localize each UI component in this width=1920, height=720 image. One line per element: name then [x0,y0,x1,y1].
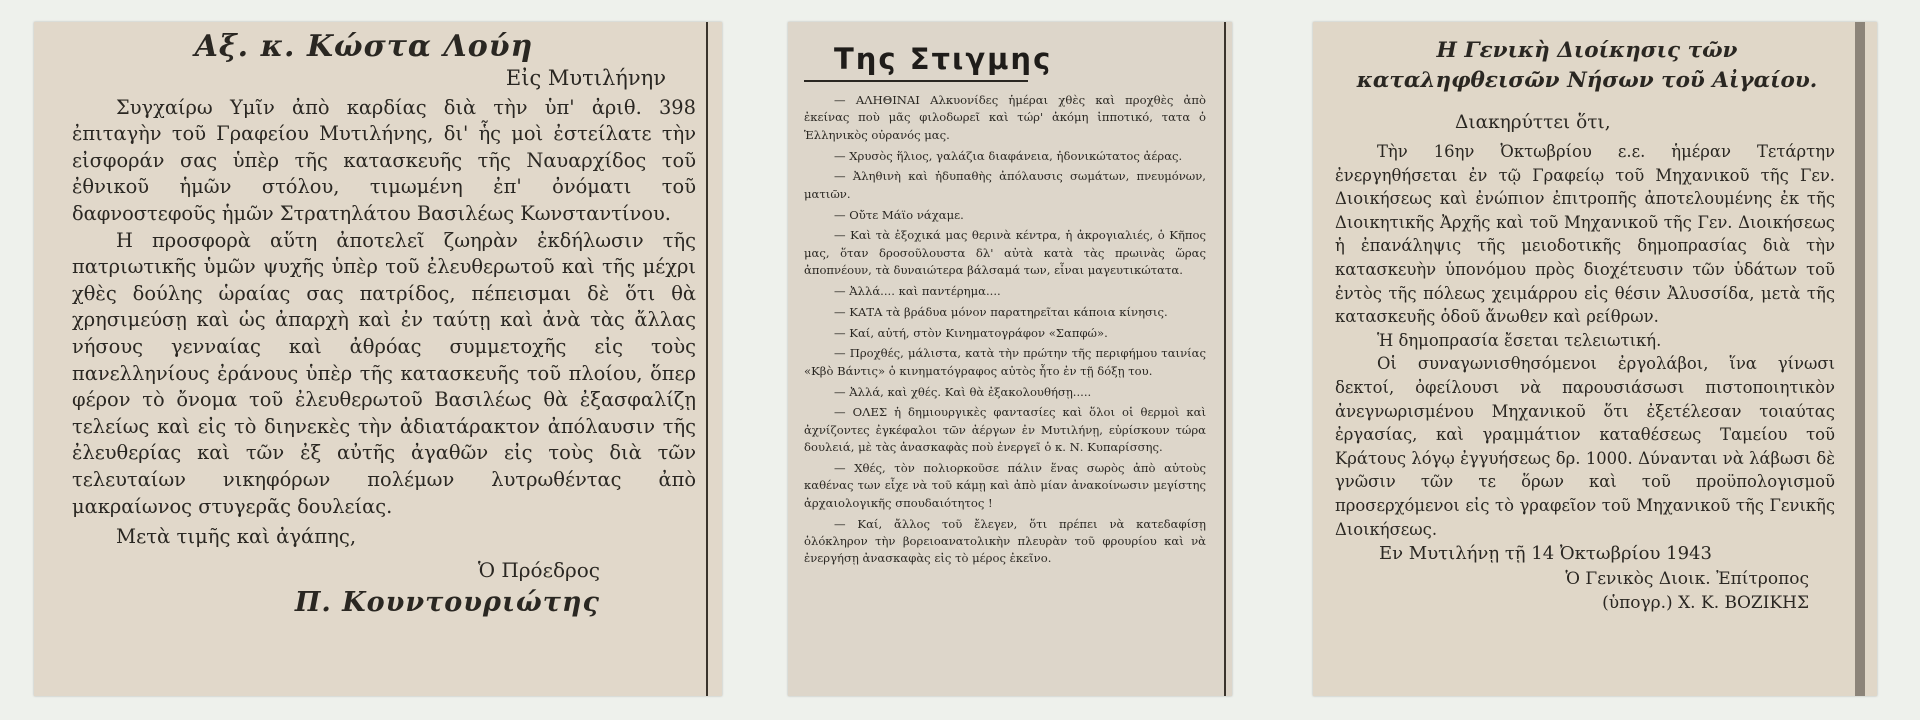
announcement-decree: Διακηρύττει ὅτι, [1455,112,1611,133]
letter-paragraph: Η προσφορὰ αὕτη ἀποτελεῖ ζωηρὰν ἐκδήλωσιν τῆς πατριωτικῆς ὑμῶν ψυχῆς ὑπὲρ τοῦ ἐλευθερωτοῦ καὶ τῆς μέχρι χθὲς δούλης ὡραίας σας πατρίδος, πέπεισμαι δὲ ὅτι θὰ χρησιμεύσῃ καὶ ὡς ἀπαρχὴ καὶ ἐν ταύτῃ καὶ ἀνὰ τὰς ἄλλας νήσους γενναίας καὶ ἀθρόας συμμετοχῆς εἰς τοὺς πανελληνίους ἐράνους ὑπὲρ τῆς κατασκευῆς τοῦ πλοίου, ὅπερ φέρον τὸ ὄνομα τοῦ ἐλευθερωτοῦ Βασιλέως θὰ ἐξασφαλίζῃ τελείως καὶ εἰς τὸ διηνεκὲς τὴν ἀδιατάρακτον ἀπόλαυσιν τῆς ἐλευθερίας καὶ τῶν ἐξ αὐτῆς ἀγαθῶν εἰς τοὺς διὰ τῶν τελευταίων νικηφόρων πολέμων λυτρωθέντας ἀπὸ μακραίωνος στυγερᾶς δουλείας. [72,228,696,518]
announcement-signatory-role: Ὁ Γενικὸς Διοικ. Ἐπίτροπος [1565,569,1809,590]
announcement-body [1335,140,1849,541]
column-item: — Καί, αὐτή, στὸν Κινηματογράφον «Σαπφώ». [834,325,1108,340]
announcement-paragraph: Ἡ δημοπρασία ἔσεται τελειωτική. [1377,330,1662,350]
column-item: — Ἀλλά.... καὶ παντέρημα.... [834,284,1001,299]
letter-signatory-name: Π. Κουντουριώτης [294,587,600,619]
column-item: — Προχθές, μάλιστα, κατὰ τὴν πρώτην τῆς περιφήμου ταινίας «Κβὸ Βάντις» ὁ κινηματόγραφος αὐτὸς ἦτο ἐν τῇ δόξῃ του. [804,346,1206,378]
column-item: — Καὶ τὰ ἐξοχικά μας θερινὰ κέντρα, ἡ ἀκρογιαλιές, ὁ Κῆπος μας, ὅταν δροσοῦλουστα δλ' αὐτὰ κατὰ τὰς πρωινὰς ὥρας ἀποπνέουν, τὰ δυναιώτερα βάλσαμά των, εἶναι μαγευτικώτατα. [804,228,1206,278]
clip-announcement [1313,22,1877,696]
column-item: — ΚΑΤΑ τὰ βράδυα μόνον παρατηρεῖται κάποια κίνησις. [834,304,1168,319]
announcement-header: Η Γενικὴ Διοίκησις τῶν καταληφθεισῶν Νήσων τοῦ Αἰγαίου. [1356,38,1818,93]
letter-paragraph: Συγχαίρω Υμῖν ἀπὸ καρδίας διὰ τὴν ὑπ' ἀριθ. 398 ἐπιταγὴν τοῦ Γραφείου Μυτιλήνης, δι' ἧς μοὶ ἐστείλατε τὴν εἰσφοράν σας ὑπὲρ τῆς κατασκευῆς τῆς Ναυαρχίδος τοῦ ἐθνικοῦ ἡμῶν στόλου, τιμωμένη ἐπ' ὀνόματι τοῦ δαφνοστεφοῦς ἡμῶν Στρατηλάτου Βασιλέως Κωνσταντίνου. [72,95,696,226]
letter-closing: Μετὰ τιμῆς καὶ ἀγάπης, [116,525,357,549]
clip-letter [34,22,722,696]
column-item: — ΟΛΕΣ ἡ δημιουργικὲς φαντασίες καὶ ὅλοι οἱ θερμοὶ καὶ ἀχνίζοντες ἐγκέφαλοι τῶν ἀέργων ἐν Μυτιλήνῃ, εὑρίσκουν τώρα δουλειά, μὲ τὰς ἀνασκαφὰς ποὺ ἐνεργεῖ ὁ κ. Ν. Κυπαρίσσης. [804,405,1206,455]
letter-signatory-role: Ὁ Πρόεδρος [477,558,600,583]
column-title-rule [804,80,1028,82]
column-item: — Χρυσὸς ἥλιος, γαλάζια διαφάνεια, ἡδονικώτατος ἀέρας. [834,148,1183,163]
letter-body [72,95,696,521]
column-item: — Οὔτε Μάϊο νάχαμε. [834,207,964,222]
announcement-paragraph: Τὴν 16ην Ὀκτωβρίου ε.ε. ἡμέραν Τετάρτην ἐνεργηθήσεται ἐν τῷ Γραφείῳ τοῦ Μηχανικοῦ τῆς Γεν. Διοικήσεως καὶ ἐνώπιον ἐπιτροπῆς ἀποτελουμένης ἐκ τῆς Διοικητικῆς Ἀρχῆς καὶ τοῦ Μηχανικοῦ τῆς Γεν. Διοικήσεως ἡ ἐπανάληψις τῆς μειοδοτικῆς δημοπρασίας διὰ τὴν κατασκευὴν ὑπονόμου πρὸς διοχέτευσιν τῶν ὑδάτων τοῦ ἐντὸς τῆς πόλεως χειμάρρου εἰς θέσιν Ἀλυσσίδα, μετὰ τῆς κατασκευῆς ὁδοῦ ἄνωθεν καὶ ρείθρων. [1335,142,1835,327]
announcement-signatory: (ὑπογρ.) Χ. Κ. ΒΟΖΙΚΗΣ [1602,593,1809,614]
column-item: — Χθές, τὸν πολιορκοῦσε πάλιν ἕνας σωρὸς ἀπὸ αὐτοὺς καθένας των εἶχε νὰ τοῦ κάμῃ καὶ ἀπὸ μίαν ἀνακοίνωσιν μεγίστης ἀρχαιολογικῆς σπουδαιότητος ! [804,461,1206,510]
letter-heading: Αξ. κ. Κώστα Λούη [194,29,534,64]
column-item: — Καί, ἄλλος τοῦ ἔλεγεν, ὅτι πρέπει νὰ κατεδαφίσῃ ὁλόκληρον τὴν βορειοανατολικὴν πλευρὰν τοῦ φρουρίου καὶ νὰ ἐνεργήσῃ ἀνασκαφὰς εἰς τὸ μέρος ἐκεῖνο. [804,516,1206,566]
column-items [804,92,1214,568]
announcement-paragraph: Οἱ συναγωνισθησόμενοι ἐργολάβοι, ἵνα γίνωσι δεκτοί, ὀφείλουσι νὰ παρουσιάσωσι πιστοποιητικὸν ἀνεγνωρισμένου Μηχανικοῦ ὅτι ἐξετέλεσαν τοιαύτας ἐργασίας, καὶ γραμμάτιον καταθέσεως Ταμείου τοῦ Κράτους λόγῳ ἐγγυήσεως δρ. 1000. Δύνανται νὰ λάβωσι δὲ γνῶσιν τῶν τε ὅρων καὶ τοῦ προϋπολογισμοῦ προσερχόμενοι εἰς τὸ γραφεῖον τοῦ Μηχανικοῦ τῆς Γενικῆς Διοικήσεως. [1335,354,1835,539]
column-item: — Ἀληθινὴ καὶ ἡδυπαθὴς ἀπόλαυσις σωμάτων, πνευμόνων, ματιῶν. [804,169,1206,201]
announcement-place-date: Εν Μυτιλήνῃ τῇ 14 Ὀκτωβρίου 1943 [1379,543,1712,565]
clip-column [788,22,1232,696]
letter-destination: Εἰς Μυτιλήνην [505,65,666,90]
column-item: — ΑΛΗΘΙΝΑΙ Αλκυονίδες ἡμέραι χθὲς καὶ προχθὲς ἀπὸ ἐκείνας ποὺ μᾶς φιλοδωρεῖ καὶ τώρ' ἀκόμη ἰπποτικό, τατα ὁ Ἑλληνικὸς οὐρανός μας. [804,93,1206,142]
column-item: — Ἀλλά, καὶ χθές. Καὶ θὰ ἐξακολουθήσῃ..... [834,384,1092,399]
column-title: Της Στιγμης [834,42,1053,76]
